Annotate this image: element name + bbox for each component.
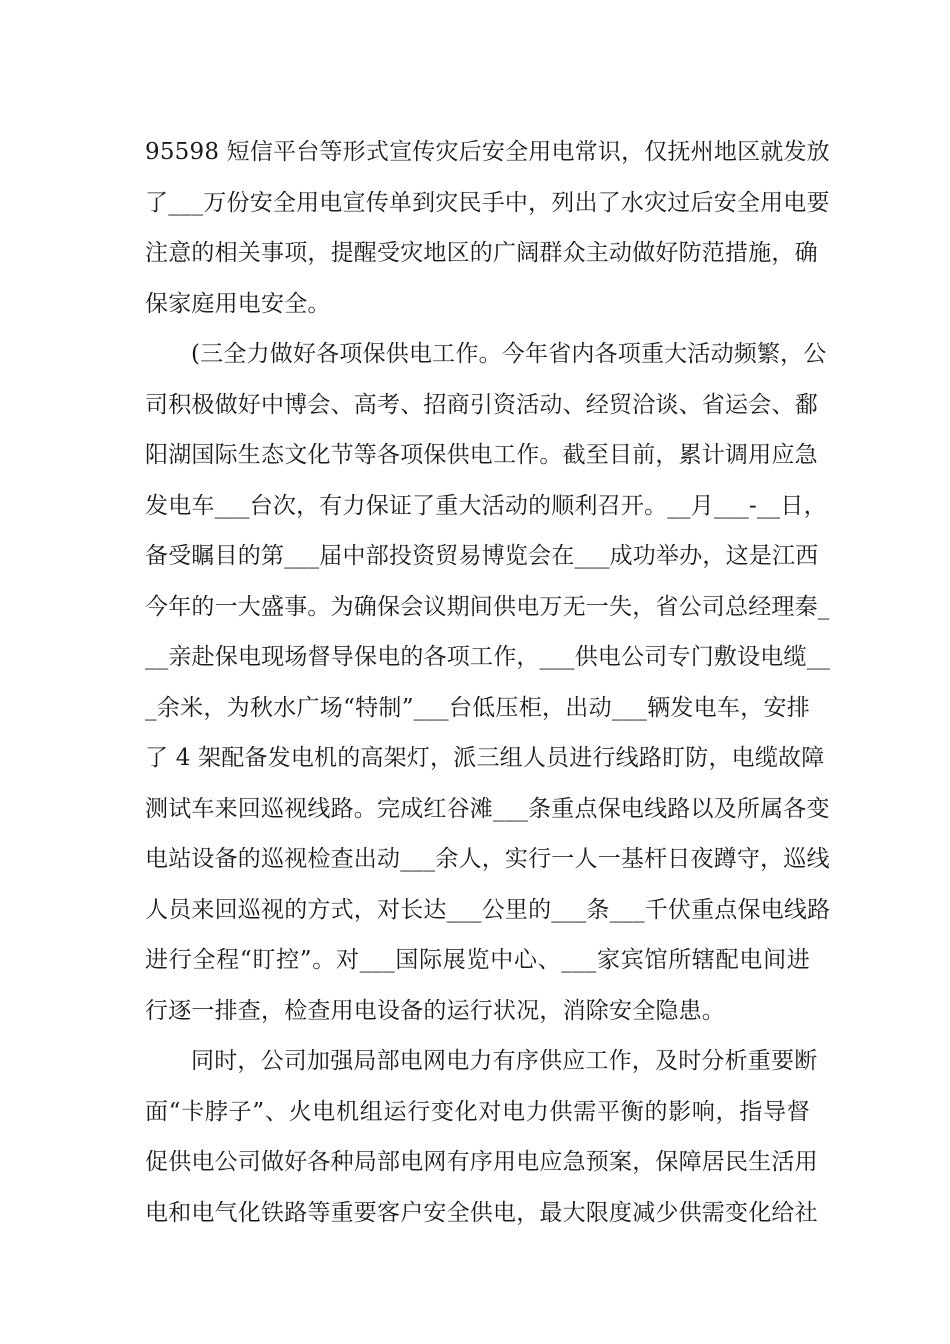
text-line: 了 4 架配备发电机的高架灯，派三组人员进行线路盯防，电缆故障: [145, 745, 825, 771]
text-line: 了___万份安全用电宣传单到灾民手中，列出了水灾过后安全用电要: [145, 189, 830, 216]
text-line: 发电车___台次，有力保证了重大活动的顺利召开。__月___-__日，: [145, 492, 827, 519]
text-line: _余米，为秋水广场“特制”___台低压柜，出动___辆发电车，安排: [145, 694, 810, 721]
text-line: 人员来回巡视的方式，对长达___公里的___条___千伏重点保电线路: [145, 896, 831, 923]
text-line: 测试车来回巡视线路。完成红谷滩___条重点保电线路以及所属各变: [145, 795, 830, 822]
text-line: 行逐一排查，检查用电设备的运行状况，消除安全隐患。: [145, 997, 725, 1024]
text-line: 备受瞩目的第___届中部投资贸易博览会在___成功举办，这是江西: [145, 543, 819, 569]
text-line: 进行全程“盯控”。对___国际展览中心、___家宾馆所辖配电间进: [145, 947, 810, 973]
paragraph-start-line: (三全力做好各项保供电工作。今年省内各项重大活动频繁，公: [191, 341, 827, 367]
text-line: 阳湖国际生态文化节等各项保供电工作。截至目前，累计调用应急: [145, 442, 818, 468]
text-line: 面“卡脖子”、火电机组运行变化对电力供需平衡的影响，指导督: [145, 1098, 810, 1125]
text-line: __亲赴保电现场督导保电的各项工作，___供电公司专门敷设电缆__: [145, 644, 831, 670]
text-line: 电站设备的巡视检查出动___余人，实行一人一基杆日夜蹲守，巡线: [145, 846, 830, 872]
text-line: 注意的相关事项，提醒受灾地区的广阔群众主动做好防范措施，确: [145, 240, 818, 266]
text-line: 95598 短信平台等形式宣传灾后安全用电常识，仅抚州地区就发放: [145, 139, 830, 165]
text-line: 电和电气化铁路等重要客户安全供电，最大限度减少供需变化给社: [145, 1199, 818, 1226]
text-line: 今年的一大盛事。为确保会议期间供电万无一失，省公司总经理秦_: [145, 593, 830, 620]
text-line: 促供电公司做好各种局部电网有序用电应急预案，保障居民生活用: [145, 1149, 818, 1175]
text-line: 司积极做好中博会、高考、招商引资活动、经贸洽谈、省运会、鄱: [145, 391, 818, 418]
text-line: 保家庭用电安全。: [145, 290, 331, 317]
document-body: [145, 127, 831, 1238]
paragraph-start-line: 同时，公司加强局部电网电力有序供应工作，及时分析重要断: [191, 1048, 818, 1074]
